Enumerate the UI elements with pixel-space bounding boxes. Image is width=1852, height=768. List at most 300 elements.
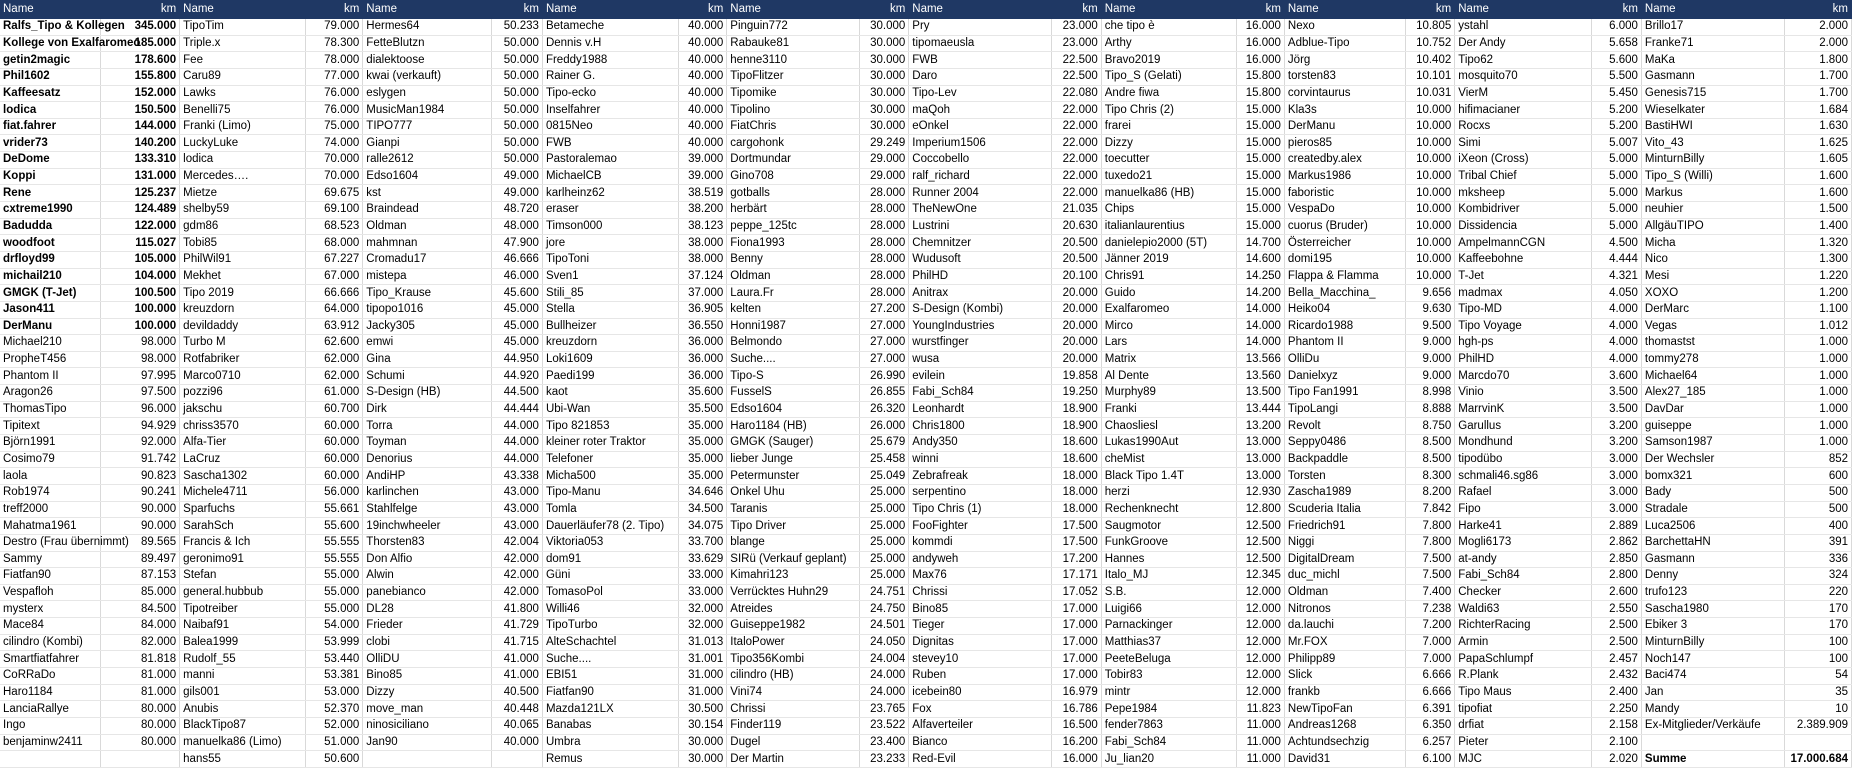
cell-name[interactable]: Tipo 821853 [542,418,679,435]
cell-name[interactable]: ItaloPower [727,634,860,651]
cell-km[interactable]: 1.320 [1785,235,1852,252]
cell-km[interactable]: 78.300 [306,35,363,52]
cell-km[interactable]: 12.930 [1237,484,1285,501]
cell-km[interactable]: 8.300 [1406,468,1455,485]
cell-km[interactable]: 2.889 [1591,518,1641,535]
cell-km[interactable]: 10.805 [1406,19,1455,35]
cell-km[interactable]: 17.000 [1051,634,1101,651]
cell-name[interactable]: Michael64 [1641,368,1785,385]
cell-name[interactable]: Kaffeebohne [1455,251,1592,268]
cell-name[interactable]: Chrissi [727,701,860,718]
cell-km[interactable]: 69.675 [306,185,363,202]
cell-name[interactable]: Tipo 2019 [180,285,306,302]
cell-name[interactable]: BastiHWI [1641,118,1785,135]
cell-km[interactable]: 44.500 [491,385,542,402]
cell-km[interactable]: 25.000 [860,534,909,551]
cell-km[interactable]: 1.012 [1785,318,1852,335]
cell-name[interactable]: Willi46 [542,601,679,618]
cell-name[interactable]: Tipo-ecko [542,85,679,102]
cell-name[interactable]: torsten83 [1284,68,1405,85]
cell-name[interactable]: Tipotreiber [180,601,306,618]
cell-name[interactable]: Marcdo70 [1455,368,1592,385]
cell-km[interactable]: 40.000 [679,135,727,152]
cell-km[interactable]: 22.000 [1051,185,1101,202]
cell-km[interactable]: 30.500 [679,701,727,718]
cell-km[interactable]: 39.000 [679,168,727,185]
cell-name[interactable]: Kollege von Exalfaromeo [0,35,100,52]
cell-km[interactable]: 53.440 [306,651,363,668]
cell-km[interactable]: 500 [1785,501,1852,518]
cell-km[interactable]: 98.000 [100,335,179,352]
cell-km[interactable]: 44.950 [491,351,542,368]
cell-km[interactable]: 11.000 [1237,734,1285,751]
cell-name[interactable]: wurstfinger [909,335,1051,352]
cell-km[interactable]: 77.000 [306,68,363,85]
cell-km[interactable]: 60.000 [306,418,363,435]
cell-km[interactable]: 30.000 [860,118,909,135]
cell-name[interactable]: Stradale [1641,501,1785,518]
cell-km[interactable]: 2.550 [1591,601,1641,618]
cell-name[interactable]: Tipo Driver [727,518,860,535]
cell-km[interactable]: 17.052 [1051,584,1101,601]
cell-name[interactable]: Chris91 [1101,268,1236,285]
cell-name[interactable]: Michael210 [0,335,100,352]
cell-km[interactable]: 13.500 [1237,385,1285,402]
cell-name[interactable]: Haro1184 [0,684,100,701]
cell-name[interactable]: Vini74 [727,684,860,701]
cell-km[interactable] [491,751,542,768]
cell-km[interactable]: 12.000 [1237,618,1285,635]
cell-name[interactable]: tipomaeusla [909,35,1051,52]
cell-name[interactable]: Tipo Maus [1455,684,1592,701]
cell-name[interactable]: Sascha1302 [180,468,306,485]
cell-name[interactable]: RichterRacing [1455,618,1592,635]
cell-name[interactable]: pieros85 [1284,135,1405,152]
cell-name[interactable]: karlheinz62 [542,185,679,202]
cell-km[interactable]: 28.000 [860,185,909,202]
cell-name[interactable]: Pinguin772 [727,19,860,35]
cell-km[interactable]: 105.000 [100,251,179,268]
cell-km[interactable]: 6.666 [1406,667,1455,684]
cell-name[interactable]: guiseppe [1641,418,1785,435]
cell-km[interactable]: 16.200 [1051,734,1101,751]
cell-km[interactable]: 2.000 [1785,19,1852,35]
cell-km[interactable]: 336 [1785,551,1852,568]
cell-km[interactable]: 16.000 [1237,19,1285,35]
cell-name[interactable]: AndiHP [363,468,491,485]
cell-km[interactable]: 2.600 [1591,584,1641,601]
cell-km[interactable]: 345.000 [100,19,179,35]
cell-km[interactable]: 1.700 [1785,85,1852,102]
cell-km[interactable]: 42.000 [491,568,542,585]
cell-km[interactable]: 24.000 [860,667,909,684]
cell-name[interactable]: Ubi-Wan [542,401,679,418]
cell-name[interactable]: ralf_richard [909,168,1051,185]
cell-name[interactable]: Heiko04 [1284,301,1405,318]
cell-name[interactable]: Sascha1980 [1641,601,1785,618]
cell-name[interactable]: Fox [909,701,1051,718]
cell-name[interactable]: Fabi_Sch84 [1101,734,1236,751]
cell-name[interactable]: DeDome [0,152,100,169]
cell-name[interactable]: Phil1602 [0,68,100,85]
cell-name[interactable]: Andre fiwa [1101,85,1236,102]
cell-km[interactable]: 55.000 [306,568,363,585]
cell-name[interactable]: Atreides [727,601,860,618]
cell-km[interactable]: 43.338 [491,468,542,485]
cell-km[interactable]: 20.100 [1051,268,1101,285]
cell-name[interactable]: Dauerläufer78 (2. Tipo) [542,518,679,535]
cell-km[interactable]: 36.905 [679,301,727,318]
cell-name[interactable]: Thorsten83 [363,534,491,551]
cell-km[interactable]: 68.523 [306,218,363,235]
cell-name[interactable]: Tomla [542,501,679,518]
cell-name[interactable]: Cromadu17 [363,251,491,268]
cell-km[interactable]: 52.000 [306,717,363,734]
cell-name[interactable]: herzi [1101,484,1236,501]
cell-km[interactable]: 69.100 [306,202,363,219]
cell-name[interactable]: madmax [1455,285,1592,302]
cell-km[interactable]: 29.000 [860,152,909,169]
cell-name[interactable]: Der Martin [727,751,860,768]
cell-name[interactable]: Samson1987 [1641,435,1785,452]
column-header-name[interactable]: Name [727,0,860,19]
cell-name[interactable]: Güni [542,568,679,585]
cell-km[interactable]: 13.000 [1237,451,1285,468]
cell-km[interactable]: 13.000 [1237,468,1285,485]
cell-name[interactable]: Telefoner [542,451,679,468]
cell-name[interactable]: Coccobello [909,152,1051,169]
cell-name[interactable]: kst [363,185,491,202]
cell-name[interactable]: Rainer G. [542,68,679,85]
cell-km[interactable]: 84.000 [100,618,179,635]
cell-km[interactable]: 67.000 [306,268,363,285]
cell-km[interactable]: 47.900 [491,235,542,252]
cell-km[interactable]: 8.500 [1406,435,1455,452]
cell-km[interactable]: 52.370 [306,701,363,718]
cell-km[interactable]: 44.000 [491,418,542,435]
cell-km[interactable]: 23.522 [860,717,909,734]
cell-km[interactable]: 97.500 [100,385,179,402]
cell-name[interactable]: iXeon (Cross) [1455,152,1592,169]
cell-name[interactable]: Mr.FOX [1284,634,1405,651]
cell-name[interactable]: Slick [1284,667,1405,684]
cell-km[interactable]: 50.000 [491,35,542,52]
cell-name[interactable]: Dugel [727,734,860,751]
cell-km[interactable]: 7.800 [1406,534,1455,551]
cell-km[interactable]: 60.000 [306,435,363,452]
cell-name[interactable]: DigitalDream [1284,551,1405,568]
cell-km[interactable]: 44.920 [491,368,542,385]
cell-km[interactable]: 40.000 [679,35,727,52]
cell-km[interactable]: 4.500 [1591,235,1641,252]
cell-km[interactable]: 18.900 [1051,418,1101,435]
cell-name[interactable]: bomx321 [1641,468,1785,485]
cell-km[interactable]: 11.000 [1237,751,1285,768]
cell-name[interactable]: Mazda121LX [542,701,679,718]
cell-km[interactable]: 96.000 [100,401,179,418]
cell-km[interactable]: 13.566 [1237,351,1285,368]
cell-km[interactable]: 1.200 [1785,285,1852,302]
cell-name[interactable]: Backpaddle [1284,451,1405,468]
cell-km[interactable]: 12.000 [1237,684,1285,701]
cell-name[interactable]: Franki [1101,401,1236,418]
cell-km[interactable]: 5.600 [1591,52,1641,69]
cell-km[interactable]: 14.700 [1237,235,1285,252]
cell-name[interactable]: Jänner 2019 [1101,251,1236,268]
cell-name[interactable]: Gianpi [363,135,491,152]
cell-km[interactable]: 3.000 [1591,501,1641,518]
cell-name[interactable]: kwai (verkauft) [363,68,491,85]
cell-name[interactable]: frarei [1101,118,1236,135]
cell-name[interactable]: Suche.... [727,351,860,368]
cell-km[interactable]: 35.000 [679,418,727,435]
cell-km[interactable]: 14.600 [1237,251,1285,268]
cell-km[interactable]: 4.000 [1591,335,1641,352]
column-header-km[interactable]: km [1406,0,1455,19]
cell-km[interactable]: 4.444 [1591,251,1641,268]
cell-km[interactable]: 1.000 [1785,401,1852,418]
cell-km[interactable]: 80.000 [100,701,179,718]
cell-name[interactable]: Rocxs [1455,118,1592,135]
cell-km[interactable]: 80.000 [100,717,179,734]
cell-name[interactable]: cargohonk [727,135,860,152]
cell-name[interactable]: kommdi [909,534,1051,551]
cell-km[interactable]: 7.800 [1406,518,1455,535]
cell-km[interactable]: 12.000 [1237,601,1285,618]
cell-name[interactable]: Italo_MJ [1101,568,1236,585]
cell-km[interactable]: 391 [1785,534,1852,551]
cell-km[interactable]: 30.000 [860,85,909,102]
cell-km[interactable]: 31.001 [679,651,727,668]
cell-km[interactable]: 5.200 [1591,102,1641,119]
cell-km[interactable]: 56.000 [306,484,363,501]
cell-name[interactable]: Oldman [1284,584,1405,601]
cell-name[interactable]: manni [180,667,306,684]
cell-name[interactable]: Jason411 [0,301,100,318]
cell-km[interactable]: 170 [1785,601,1852,618]
cell-km[interactable]: 62.000 [306,368,363,385]
cell-name[interactable]: Michele4711 [180,484,306,501]
cell-km[interactable]: 30.000 [860,35,909,52]
cell-km[interactable]: 2.432 [1591,667,1641,684]
cell-km[interactable]: 500 [1785,484,1852,501]
cell-name[interactable]: Tipo-Manu [542,484,679,501]
cell-name[interactable]: domi195 [1284,251,1405,268]
cell-name[interactable]: Umbra [542,734,679,751]
cell-name[interactable]: Andy350 [909,435,1051,452]
cell-name[interactable]: VierM [1455,85,1592,102]
cell-km[interactable]: 34.646 [679,484,727,501]
cell-name[interactable]: Toyman [363,435,491,452]
cell-km[interactable]: 42.004 [491,534,542,551]
cell-name[interactable]: Stahlfelge [363,501,491,518]
cell-name[interactable]: Smartfiatfahrer [0,651,100,668]
cell-name[interactable]: David31 [1284,751,1405,768]
cell-km[interactable]: 1.684 [1785,102,1852,119]
cell-name[interactable]: Waldi63 [1455,601,1592,618]
cell-name[interactable]: FooFighter [909,518,1051,535]
cell-km[interactable]: 17.000 [1051,618,1101,635]
cell-km[interactable]: 30.000 [860,102,909,119]
cell-km[interactable]: 4.050 [1591,285,1641,302]
cell-km[interactable]: 2.100 [1591,734,1641,751]
cell-km[interactable]: 144.000 [100,118,179,135]
cell-name[interactable]: Tipo Chris (2) [1101,102,1236,119]
cell-km[interactable]: 4.000 [1591,351,1641,368]
cell-name[interactable]: Armin [1455,634,1592,651]
cell-km[interactable]: 15.800 [1237,68,1285,85]
cell-km[interactable]: 7.500 [1406,568,1455,585]
cell-name[interactable]: Tribal Chief [1455,168,1592,185]
cell-km[interactable]: 29.000 [860,168,909,185]
cell-name[interactable]: Oldman [727,268,860,285]
cell-km[interactable]: 50.233 [491,19,542,35]
cell-name[interactable]: frankb [1284,684,1405,701]
cell-km[interactable]: 17.500 [1051,518,1101,535]
cell-km[interactable]: 38.200 [679,202,727,219]
cell-name[interactable]: Bino85 [909,601,1051,618]
cell-name[interactable]: tipodübo [1455,451,1592,468]
cell-km[interactable]: 23.000 [1051,19,1101,35]
cell-km[interactable]: 28.000 [860,202,909,219]
cell-name[interactable]: Caru89 [180,68,306,85]
cell-km[interactable]: 7.000 [1406,634,1455,651]
cell-name[interactable]: panebianco [363,584,491,601]
cell-km[interactable]: 10.000 [1406,102,1455,119]
cell-name[interactable]: Mirco [1101,318,1236,335]
cell-name[interactable]: jakschu [180,401,306,418]
cell-name[interactable]: Tipolino [727,102,860,119]
cell-km[interactable]: 10.000 [1406,152,1455,169]
cell-km[interactable]: 45.000 [491,301,542,318]
cell-name[interactable]: S.B. [1101,584,1236,601]
cell-name[interactable]: neuhier [1641,202,1785,219]
cell-km[interactable]: 13.200 [1237,418,1285,435]
cell-km[interactable]: 41.729 [491,618,542,635]
cell-name[interactable]: Bady [1641,484,1785,501]
cell-km[interactable]: 45.000 [491,335,542,352]
cell-km[interactable]: 38.123 [679,218,727,235]
cell-name[interactable]: dom91 [542,551,679,568]
cell-km[interactable]: 32.000 [679,618,727,635]
cell-name[interactable]: tuxedo21 [1101,168,1236,185]
cell-name[interactable]: YoungIndustries [909,318,1051,335]
cell-name[interactable]: cuorus (Bruder) [1284,218,1405,235]
cell-km[interactable]: 125.237 [100,185,179,202]
cell-name[interactable]: kreuzdorn [542,335,679,352]
cell-name[interactable]: kleiner roter Traktor [542,435,679,452]
cell-name[interactable]: duc_michl [1284,568,1405,585]
cell-km[interactable]: 178.600 [100,52,179,69]
cell-name[interactable]: Inselfahrer [542,102,679,119]
cell-name[interactable]: Ju_lian20 [1101,751,1236,768]
cell-name[interactable]: LaCruz [180,451,306,468]
cell-name[interactable]: Tieger [909,618,1051,635]
cell-name[interactable]: Fabi_Sch84 [909,385,1051,402]
cell-km[interactable]: 22.080 [1051,85,1101,102]
cell-km[interactable]: 100 [1785,634,1852,651]
cell-name[interactable]: Runner 2004 [909,185,1051,202]
cell-name[interactable]: Destro (Frau übernimmt) [0,534,100,551]
cell-name[interactable]: Kombidriver [1455,202,1592,219]
cell-km[interactable]: 41.000 [491,651,542,668]
cell-name[interactable]: Nico [1641,251,1785,268]
cell-name[interactable]: mahmnan [363,235,491,252]
cell-name[interactable] [1641,734,1785,751]
cell-name[interactable]: Murphy89 [1101,385,1236,402]
cell-name[interactable]: Rafael [1455,484,1592,501]
cell-km[interactable]: 31.000 [679,684,727,701]
cell-name[interactable]: Brillo17 [1641,19,1785,35]
cell-km[interactable]: 17.000 [1051,667,1101,684]
cell-name[interactable]: Phantom II [0,368,100,385]
cell-km[interactable]: 81.818 [100,651,179,668]
cell-km[interactable]: 12.345 [1237,568,1285,585]
cell-name[interactable]: DavDar [1641,401,1785,418]
cell-km[interactable]: 26.320 [860,401,909,418]
cell-km[interactable]: 140.200 [100,135,179,152]
cell-km[interactable]: 36.000 [679,368,727,385]
cell-km[interactable]: 20.000 [1051,318,1101,335]
cell-km[interactable]: 50.600 [306,751,363,768]
cell-km[interactable]: 55.555 [306,534,363,551]
cell-name[interactable]: PhilHD [1455,351,1592,368]
cell-name[interactable]: Dissidencia [1455,218,1592,235]
cell-name[interactable]: Jacky305 [363,318,491,335]
cell-km[interactable]: 55.600 [306,518,363,535]
cell-name[interactable]: Rob1974 [0,484,100,501]
cell-km[interactable]: 2.800 [1591,568,1641,585]
cell-name[interactable]: Lars [1101,335,1236,352]
cell-km[interactable]: 12.800 [1237,501,1285,518]
cell-name[interactable]: LanciaRallye [0,701,100,718]
cell-name[interactable]: Kla3s [1284,102,1405,119]
cell-km[interactable]: 19.250 [1051,385,1101,402]
cell-name[interactable]: Seppy0486 [1284,435,1405,452]
cell-km[interactable]: 6.000 [1591,19,1641,35]
cell-name[interactable]: herbärt [727,202,860,219]
cell-name[interactable]: DerManu [0,318,100,335]
cell-km[interactable]: 25.000 [860,501,909,518]
cell-name[interactable]: hans55 [180,751,306,768]
cell-name[interactable]: tipopo1016 [363,301,491,318]
cell-km[interactable]: 34.500 [679,501,727,518]
cell-km[interactable]: 115.027 [100,235,179,252]
cell-name[interactable]: NewTipoFan [1284,701,1405,718]
cell-name[interactable]: PropheT456 [0,351,100,368]
cell-km[interactable]: 3.600 [1591,368,1641,385]
cell-name[interactable]: Aragon26 [0,385,100,402]
cell-km[interactable]: 7.200 [1406,618,1455,635]
cell-km[interactable]: 40.000 [491,734,542,751]
cell-name[interactable]: MichaelCB [542,168,679,185]
cell-km[interactable]: 43.000 [491,484,542,501]
cell-km[interactable]: 2.862 [1591,534,1641,551]
cell-km[interactable]: 12.000 [1237,634,1285,651]
cell-name[interactable]: Ex-Mitglieder/Verkäufe [1641,717,1785,734]
cell-name[interactable]: mintr [1101,684,1236,701]
cell-km[interactable]: 13.560 [1237,368,1285,385]
cell-name[interactable]: Red-Evil [909,751,1051,768]
cell-name[interactable]: Chemnitzer [909,235,1051,252]
cell-name[interactable]: Triple.x [180,35,306,52]
column-header-name[interactable]: Name [0,0,100,19]
cell-km[interactable]: 152.000 [100,85,179,102]
cell-km[interactable]: 8.500 [1406,451,1455,468]
cell-name[interactable]: MinturnBilly [1641,152,1785,169]
cell-km[interactable]: 97.995 [100,368,179,385]
cell-name[interactable]: FiatChris [727,118,860,135]
